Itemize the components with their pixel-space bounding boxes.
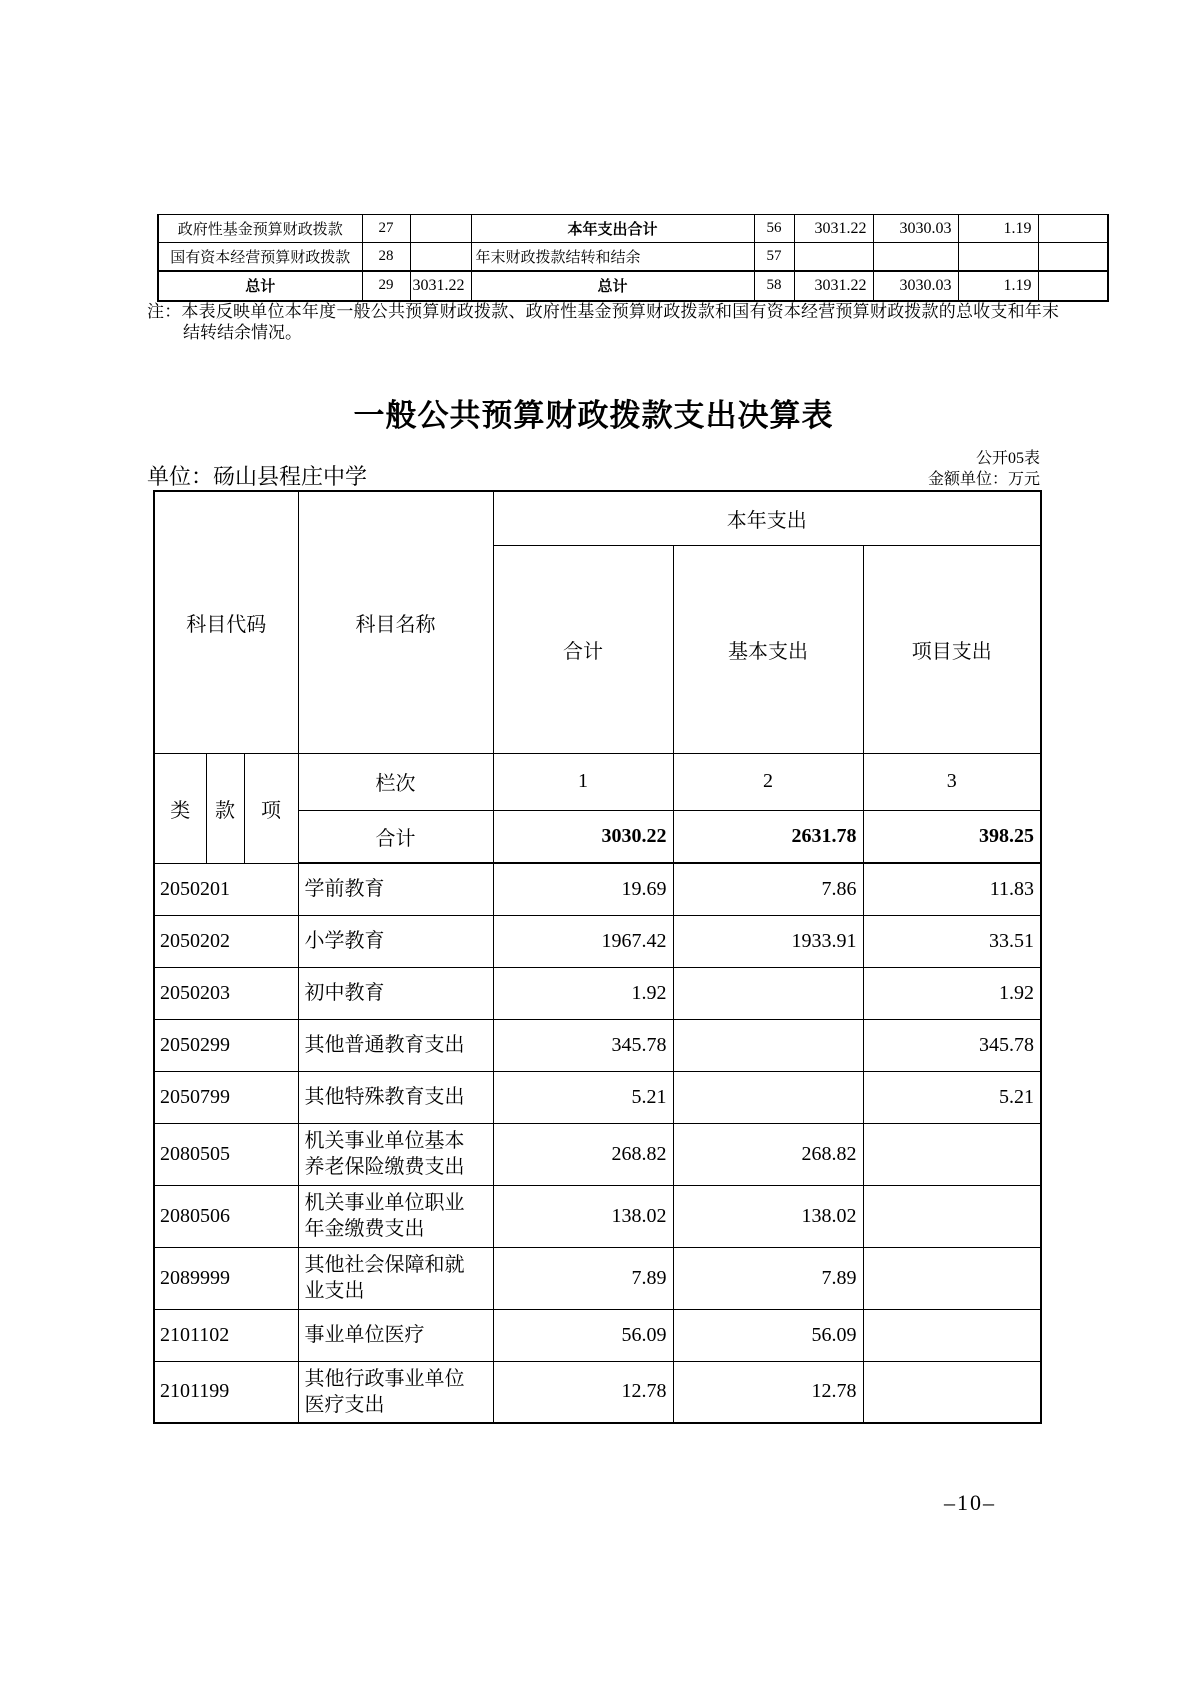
unit-name: 单位：砀山县程庄中学 <box>147 464 368 489</box>
amount-cell <box>1038 243 1108 271</box>
table-row <box>158 215 1108 243</box>
item-header: 项 <box>244 753 298 863</box>
subject-code: 2080506 <box>154 1185 298 1247</box>
basic-amount: 7.89 <box>673 1247 863 1309</box>
line-no-cell: 28 <box>362 243 410 271</box>
total-amount: 7.89 <box>493 1247 673 1309</box>
amount-cell: 1.19 <box>958 271 1038 301</box>
project-amount: 1.92 <box>863 967 1041 1019</box>
amount-cell <box>873 243 958 271</box>
subject-name: 小学教育 <box>298 915 493 967</box>
project-amount <box>863 1247 1041 1309</box>
amount-cell <box>794 243 873 271</box>
basic-amount <box>673 967 863 1019</box>
subject-code: 2101102 <box>154 1309 298 1361</box>
total-amount: 19.69 <box>493 863 673 915</box>
project-amount: 398.25 <box>863 810 1041 863</box>
meta-row <box>147 460 1040 491</box>
project-amount: 11.83 <box>863 863 1041 915</box>
form-code: 公开05表 <box>975 450 1040 467</box>
amount-unit: 金额单位：万元 <box>927 471 1040 488</box>
line-no-cell: 57 <box>754 243 794 271</box>
table-row <box>154 1123 1041 1185</box>
total-amount: 3030.22 <box>493 810 673 863</box>
subject-name-header: 科目名称 <box>298 491 493 753</box>
subject-name: 其他社会保障和就业支出 <box>298 1247 493 1309</box>
total-amount: 5.21 <box>493 1071 673 1123</box>
amount-cell: 1.19 <box>958 215 1038 243</box>
item-name-cell: 总计 <box>158 271 362 301</box>
line-no-cell: 29 <box>362 271 410 301</box>
item-name-cell: 本年支出合计 <box>471 215 754 243</box>
total-amount: 138.02 <box>493 1185 673 1247</box>
fiscal-summary-table <box>157 214 1109 302</box>
amount-cell: 3031.22 <box>794 271 873 301</box>
amount-cell: 3030.03 <box>873 215 958 243</box>
line-no-cell: 58 <box>754 271 794 301</box>
subject-code: 2050799 <box>154 1071 298 1123</box>
column-index-label: 栏次 <box>298 753 493 810</box>
total-amount: 345.78 <box>493 1019 673 1071</box>
project-expenditure-header: 项目支出 <box>863 545 1041 753</box>
project-amount <box>863 1309 1041 1361</box>
amount-cell <box>410 215 471 243</box>
basic-expenditure-header: 基本支出 <box>673 545 863 753</box>
column-index: 1 <box>493 753 673 810</box>
basic-amount: 2631.78 <box>673 810 863 863</box>
amount-cell <box>958 243 1038 271</box>
table-row <box>154 967 1041 1019</box>
project-amount: 345.78 <box>863 1019 1041 1071</box>
basic-amount: 1933.91 <box>673 915 863 967</box>
amount-cell <box>1038 215 1108 243</box>
table-row <box>158 243 1108 271</box>
amount-cell <box>1038 271 1108 301</box>
current-year-expenditure-header: 本年支出 <box>493 491 1041 545</box>
subject-code-header: 科目代码 <box>154 491 298 753</box>
table-row <box>154 1019 1041 1071</box>
total-amount: 1.92 <box>493 967 673 1019</box>
table-row <box>154 915 1041 967</box>
subject-name: 其他行政事业单位医疗支出 <box>298 1361 493 1423</box>
basic-amount: 268.82 <box>673 1123 863 1185</box>
total-amount: 268.82 <box>493 1123 673 1185</box>
line-no-cell: 56 <box>754 215 794 243</box>
basic-amount <box>673 1019 863 1071</box>
item-name-cell: 年末财政拨款结转和结余 <box>471 243 754 271</box>
table-row <box>154 1247 1041 1309</box>
basic-amount: 7.86 <box>673 863 863 915</box>
amount-cell <box>410 243 471 271</box>
table-row <box>154 1309 1041 1361</box>
subject-code: 2050299 <box>154 1019 298 1071</box>
total-row-label: 合计 <box>298 810 493 863</box>
subject-name: 学前教育 <box>298 863 493 915</box>
total-amount: 1967.42 <box>493 915 673 967</box>
table-row <box>154 1361 1041 1423</box>
subject-code: 2050201 <box>154 863 298 915</box>
total-amount: 56.09 <box>493 1309 673 1361</box>
subject-name: 事业单位医疗 <box>298 1309 493 1361</box>
subject-name: 初中教育 <box>298 967 493 1019</box>
project-amount: 5.21 <box>863 1071 1041 1123</box>
project-amount: 33.51 <box>863 915 1041 967</box>
report-title: 一般公共预算财政拨款支出决算表 <box>353 398 834 433</box>
total-amount: 12.78 <box>493 1361 673 1423</box>
subject-code: 2050203 <box>154 967 298 1019</box>
total-row <box>158 271 1108 301</box>
amount-cell: 3031.22 <box>410 271 471 301</box>
table-row <box>154 863 1041 915</box>
item-name-cell: 国有资本经营预算财政拨款 <box>158 243 362 271</box>
subject-name: 机关事业单位职业年金缴费支出 <box>298 1185 493 1247</box>
basic-amount: 12.78 <box>673 1361 863 1423</box>
basic-amount: 138.02 <box>673 1185 863 1247</box>
project-amount <box>863 1185 1041 1247</box>
table-note: 注：本表反映单位本年度一般公共预算财政拨款、政府性基金预算财政拨款和国有资本经营预算财政拨款的总收支和年末结转结余情况。 <box>147 302 1059 342</box>
header-row <box>154 491 1041 545</box>
subject-name: 机关事业单位基本养老保险缴费支出 <box>298 1123 493 1185</box>
column-index-row <box>154 753 1041 810</box>
column-index: 2 <box>673 753 863 810</box>
item-name-cell: 总计 <box>471 271 754 301</box>
subject-code: 2050202 <box>154 915 298 967</box>
item-name-cell: 政府性基金预算财政拨款 <box>158 215 362 243</box>
project-amount <box>863 1361 1041 1423</box>
table-row <box>154 1185 1041 1247</box>
subject-name: 其他普通教育支出 <box>298 1019 493 1071</box>
subject-code: 2089999 <box>154 1247 298 1309</box>
expenditure-table <box>153 490 1042 1424</box>
section-header: 款 <box>206 753 244 863</box>
amount-cell: 3031.22 <box>794 215 873 243</box>
column-index: 3 <box>863 753 1041 810</box>
subject-code: 2080505 <box>154 1123 298 1185</box>
subject-name: 其他特殊教育支出 <box>298 1071 493 1123</box>
basic-amount <box>673 1071 863 1123</box>
basic-amount: 56.09 <box>673 1309 863 1361</box>
amount-cell: 3030.03 <box>873 271 958 301</box>
table-row <box>154 1071 1041 1123</box>
project-amount <box>863 1123 1041 1185</box>
subject-code: 2101199 <box>154 1361 298 1423</box>
total-header: 合计 <box>493 545 673 753</box>
class-header: 类 <box>154 753 206 863</box>
line-no-cell: 27 <box>362 215 410 243</box>
page-number: –10– <box>944 1490 996 1515</box>
